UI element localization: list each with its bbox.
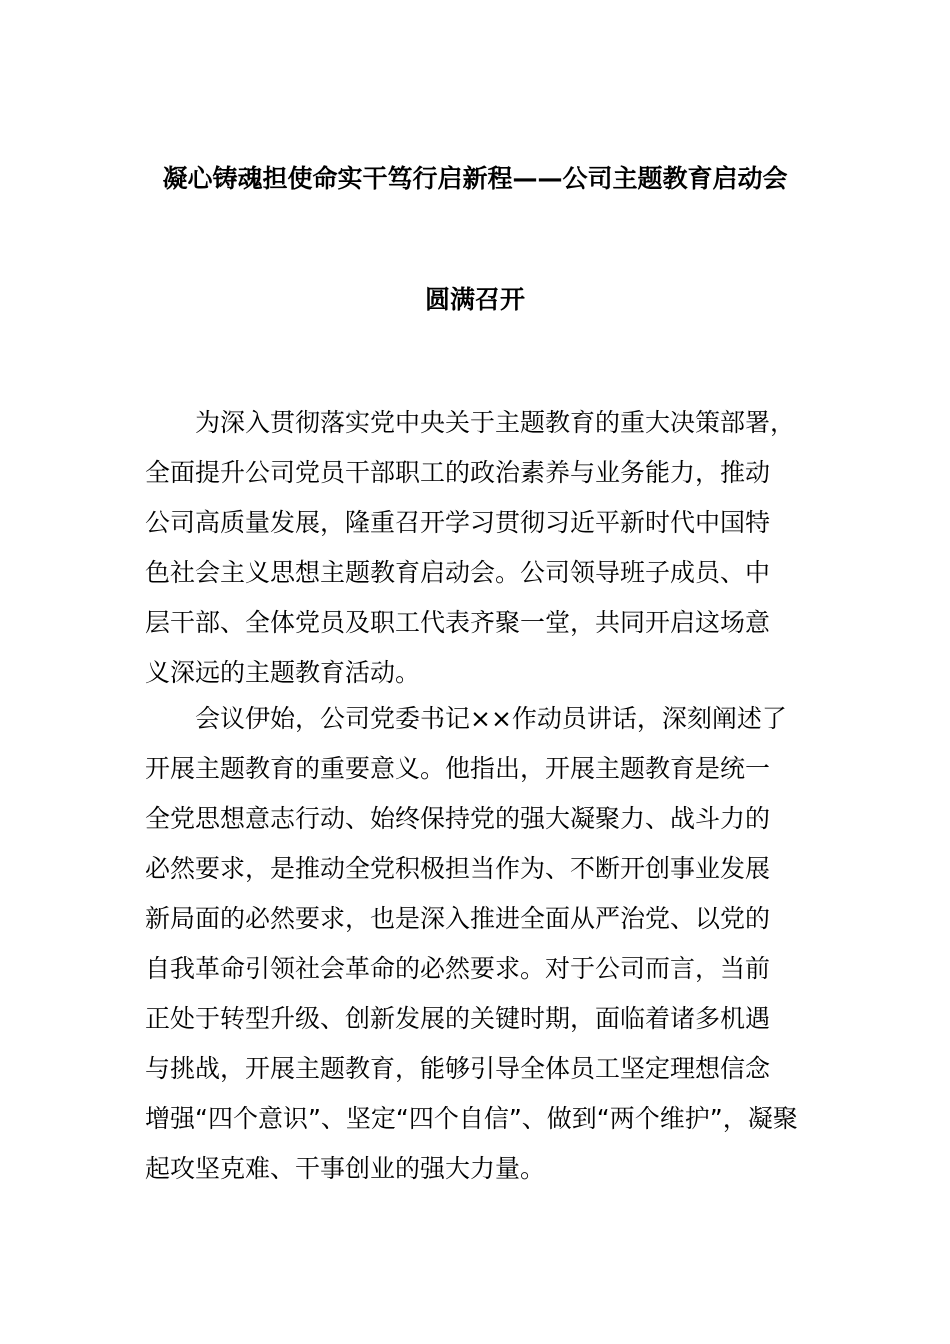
paragraph-line: 为深入贯彻落实党中央关于主题教育的重大决策部署， — [195, 408, 796, 437]
paragraph-line: 与挑战，开展主题教育，能够引导全体员工坚定理想信念 — [145, 1054, 771, 1083]
paragraph-1 — [145, 398, 825, 698]
paragraph-line: 必然要求，是推动全党积极担当作为、不断开创事业发展 — [145, 854, 771, 883]
paragraph-line: 全党思想意志行动、始终保持党的强大凝聚力、战斗力的 — [145, 804, 771, 833]
paragraph-line: 色社会主义思想主题教育启动会。公司领导班子成员、中 — [145, 558, 771, 587]
paragraph-line: 正处于转型升级、创新发展的关键时期，面临着诸多机遇 — [145, 1004, 771, 1033]
document-title-line-2: 圆满召开 — [424, 285, 525, 314]
paragraph-line: 义深远的主题教育活动。 — [145, 658, 421, 687]
paragraph-line: 全面提升公司党员干部职工的政治素养与业务能力，推动 — [145, 458, 771, 487]
paragraph-line: 新局面的必然要求，也是深入推进全面从严治党、以党的 — [145, 904, 771, 933]
paragraph-line: 自我革命引领社会革命的必然要求。对于公司而言，当前 — [145, 954, 771, 983]
paragraph-line: 层干部、全体党员及职工代表齐聚一堂，共同开启这场意 — [145, 608, 771, 637]
paragraph-line: 增强“四个意识”、坚定“四个自信”、做到“两个维护”，凝聚 — [145, 1104, 798, 1133]
document-title-line-1: 凝心铸魂担使命实干笃行启新程——公司主题教育启动会 — [162, 164, 788, 193]
paragraph-2 — [145, 694, 825, 1194]
paragraph-line: 起攻坚克难、干事创业的强大力量。 — [145, 1154, 546, 1183]
paragraph-line: 会议伊始，公司党委书记××作动员讲话，深刻阐述了 — [195, 704, 787, 733]
paragraph-line: 公司高质量发展，隆重召开学习贯彻习近平新时代中国特 — [145, 508, 771, 537]
paragraph-line: 开展主题教育的重要意义。他指出，开展主题教育是统一 — [145, 754, 771, 783]
